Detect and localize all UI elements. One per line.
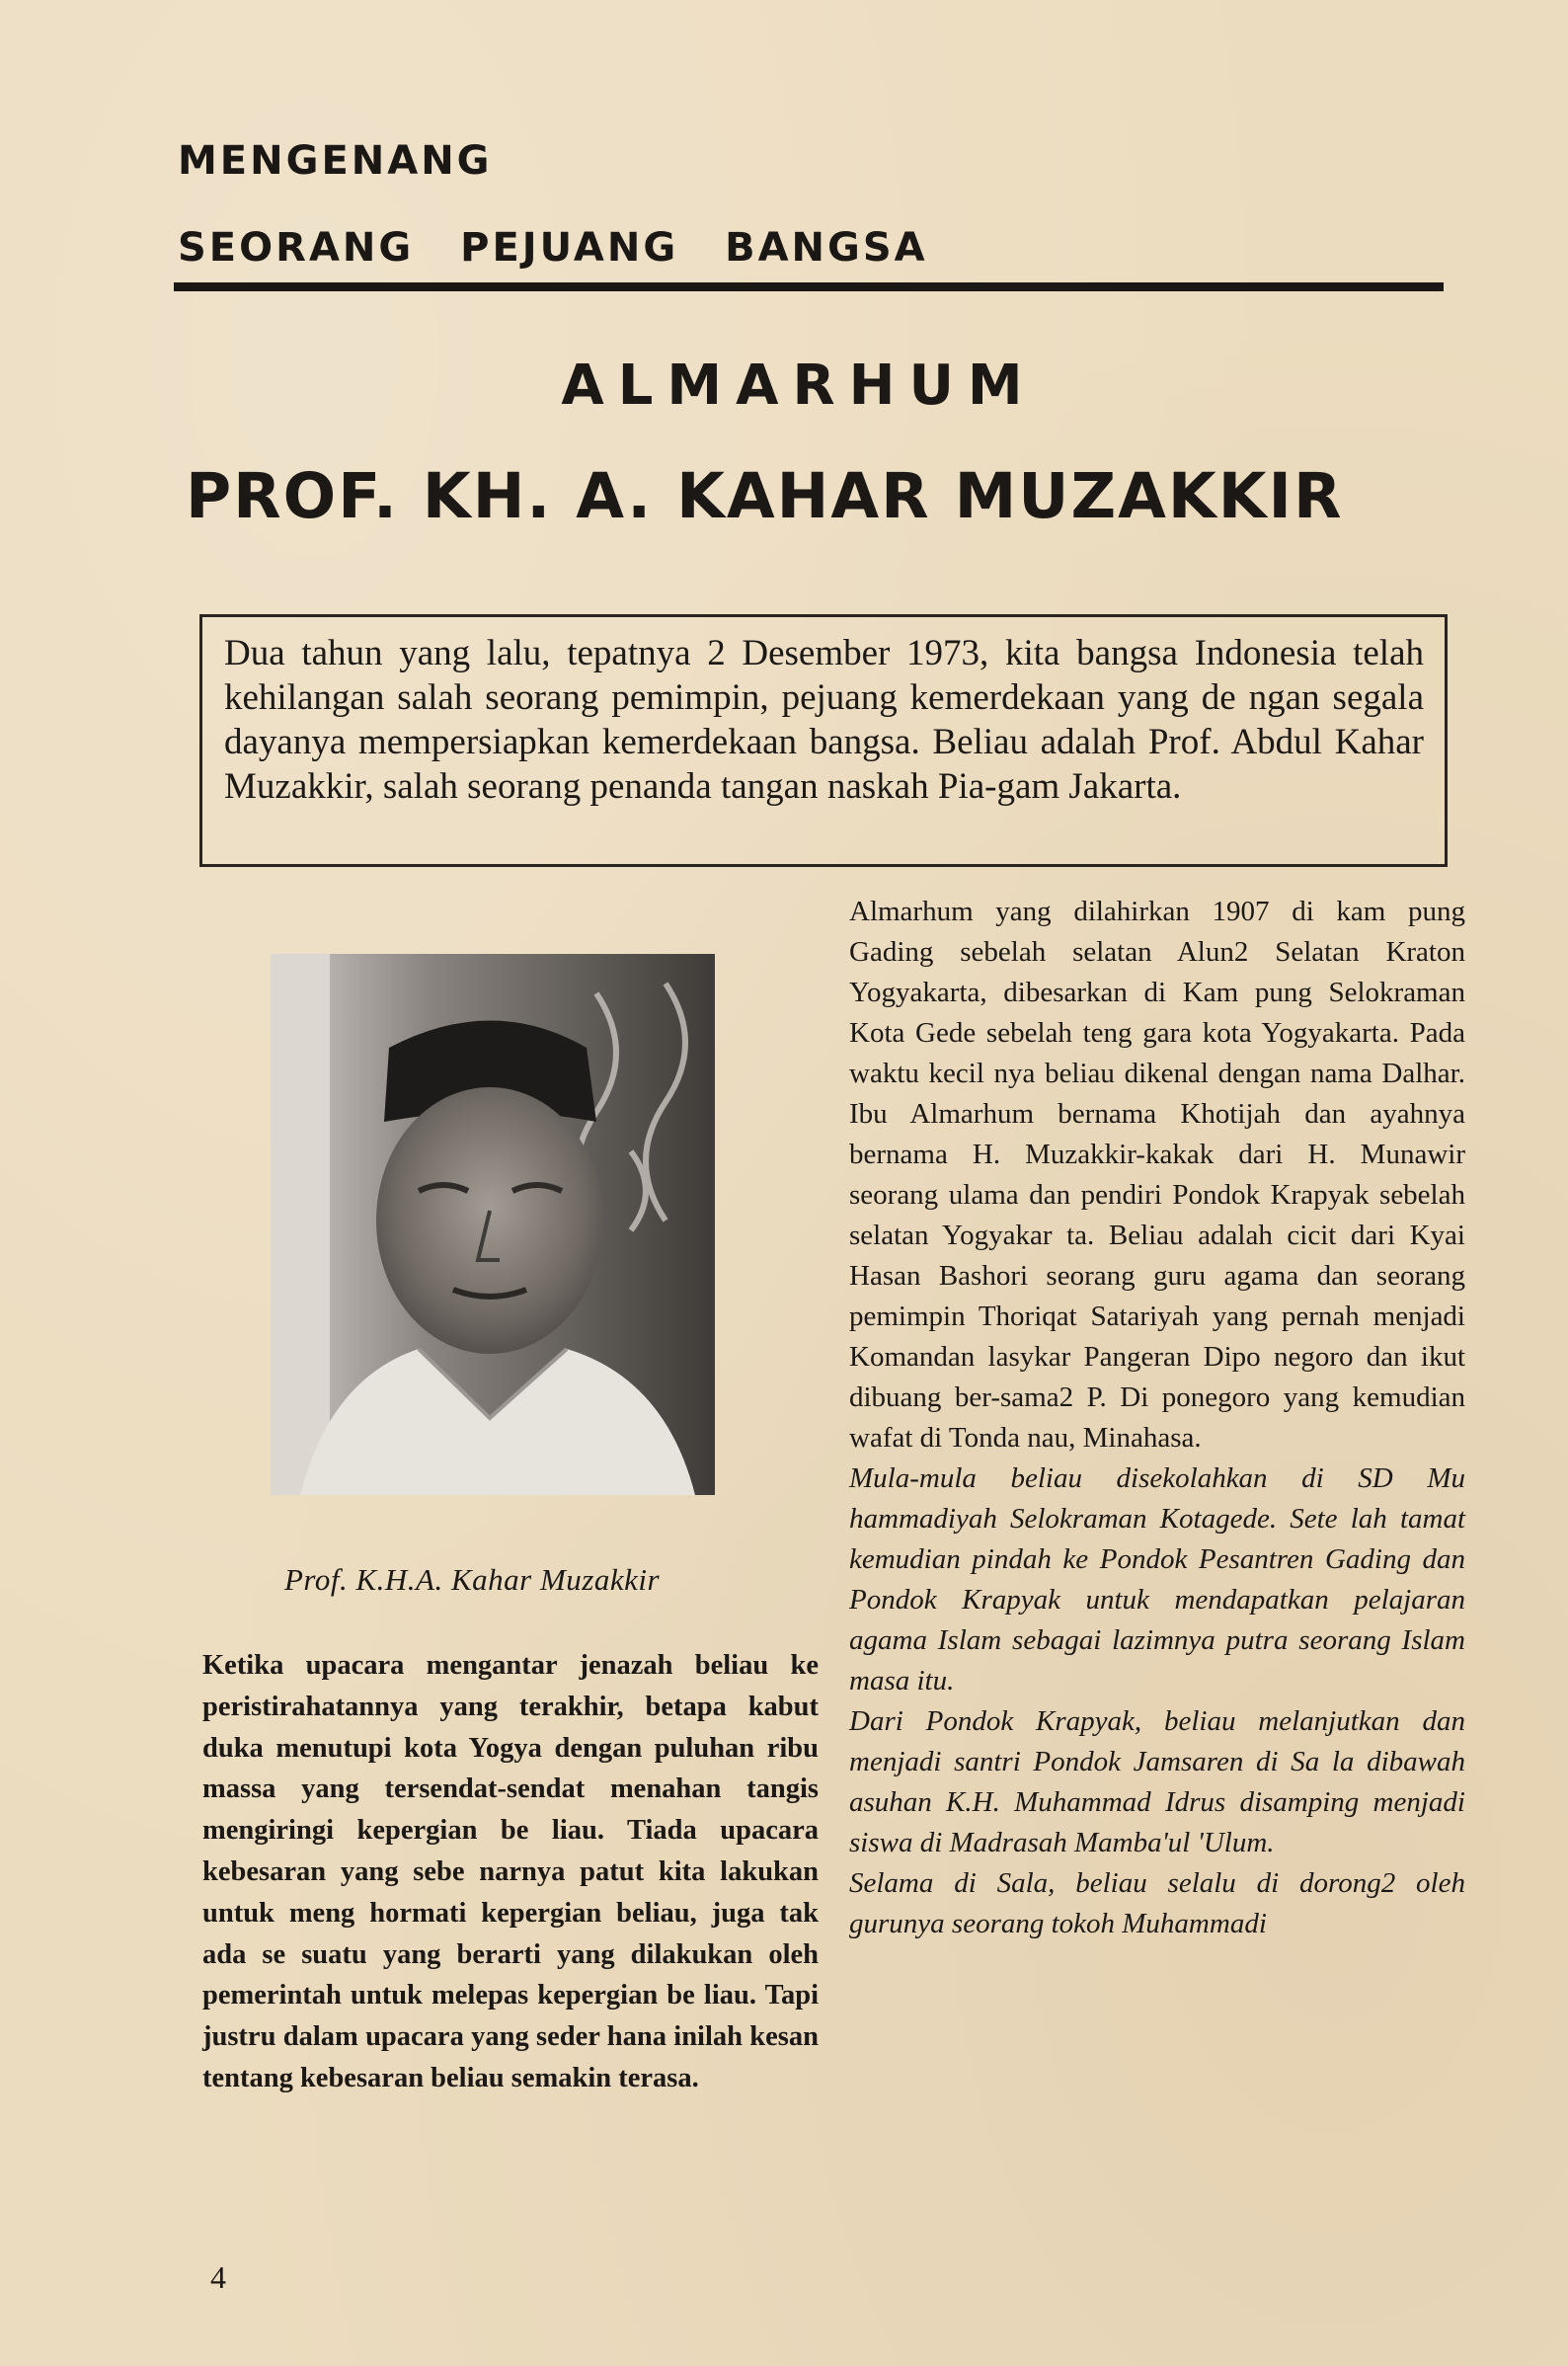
lead-paragraph: Dua tahun yang lalu, tepatnya 2 Desember 1973, kita bangsa Indonesia telah kehilangan salah seorang pemimpin, pejuang kemerdekaan yang de ngan segala dayanya mempersiapkan kemerdekaan bangsa. Beliau adalah Prof. Abdul Kahar Muzakkir, salah seorang penanda tangan naskah Pia-gam Jakarta. <box>224 633 1424 807</box>
left-column-text: Ketika upacara mengantar jenazah beliau ke peristirahatannya yang terakhir, betapa kabut duka menutupi kota Yogya dengan puluhan ribu massa yang tersendat-sendat menahan tangis mengiringi kepergian be liau. Tiada upacara kebesaran yang sebe narnya patut kita lakukan untuk meng hormati kepergian beliau, juga tak ada se suatu yang berarti yang dilakukan oleh pemerintah untuk melepas kepergian be liau. Tapi justru dalam upacara yang seder hana inilah kesan tentang kebesaran beliau semakin terasa. <box>202 1650 819 2093</box>
portrait-illustration <box>271 954 715 1495</box>
kicker-line-2: SEORANG PEJUANG BANGSA <box>178 225 928 271</box>
right-paragraph-1: Almarhum yang dilahirkan 1907 di kam pung Gading sebelah selatan Alun2 Selatan Kraton Yogyakarta, dibesarkan di Kam pung Selokraman Kota Gede sebelah teng gara kota Yogyakarta. Pada waktu kecil nya beliau dikenal dengan nama Dalhar. Ibu Almarhum bernama Khotijah dan ayahnya bernama H. Muzakkir-kakak dari H. Munawir seorang ulama dan pendiri Pondok Krapyak sebelah selatan Yogyakar ta. Beliau adalah cicit dari Kyai Hasan Bashori seorang guru agama dan seorang pemimpin Thoriqat Satariyah yang pernah menjadi Komandan lasykar Pangeran Dipo negoro dan ikut dibuang ber-sama2 P. Di ponegoro yang kemudian wafat di Tonda nau, Minahasa. <box>849 896 1465 1454</box>
portrait-photo <box>271 954 715 1495</box>
right-paragraph-2: Mula-mula beliau disekolahkan di SD Mu hammadiyah Selokraman Kotagede. Sete lah tamat kemudian pindah ke Pondok Pesantren Gading dan Pondok Krapyak untuk mendapatkan pelajaran agama Islam sebagai lazimnya putra seorang Islam masa itu. <box>849 1462 1465 1696</box>
header-rule <box>174 282 1444 291</box>
headline-line-1: ALMARHUM <box>561 354 1037 418</box>
right-paragraph-4: Selama di Sala, beliau selalu di dorong2 oleh gurunya seorang tokoh Muhammadi <box>849 1867 1465 1939</box>
page-number: 4 <box>210 2259 226 2295</box>
right-column <box>849 892 1465 1944</box>
headline-line-2: PROF. KH. A. KAHAR MUZAKKIR <box>186 460 1344 532</box>
right-paragraph-3: Dari Pondok Krapyak, beliau melanjutkan dan menjadi santri Pondok Jamsaren di Sa la dibawah asuhan K.H. Muhammad Idrus disamping menjadi siswa di Madrasah Mamba'ul 'Ulum. <box>849 1705 1465 1858</box>
photo-caption: Prof. K.H.A. Kahar Muzakkir <box>284 1562 661 1597</box>
kicker-line-1: MENGENANG <box>178 138 493 184</box>
lead-box <box>199 614 1448 867</box>
